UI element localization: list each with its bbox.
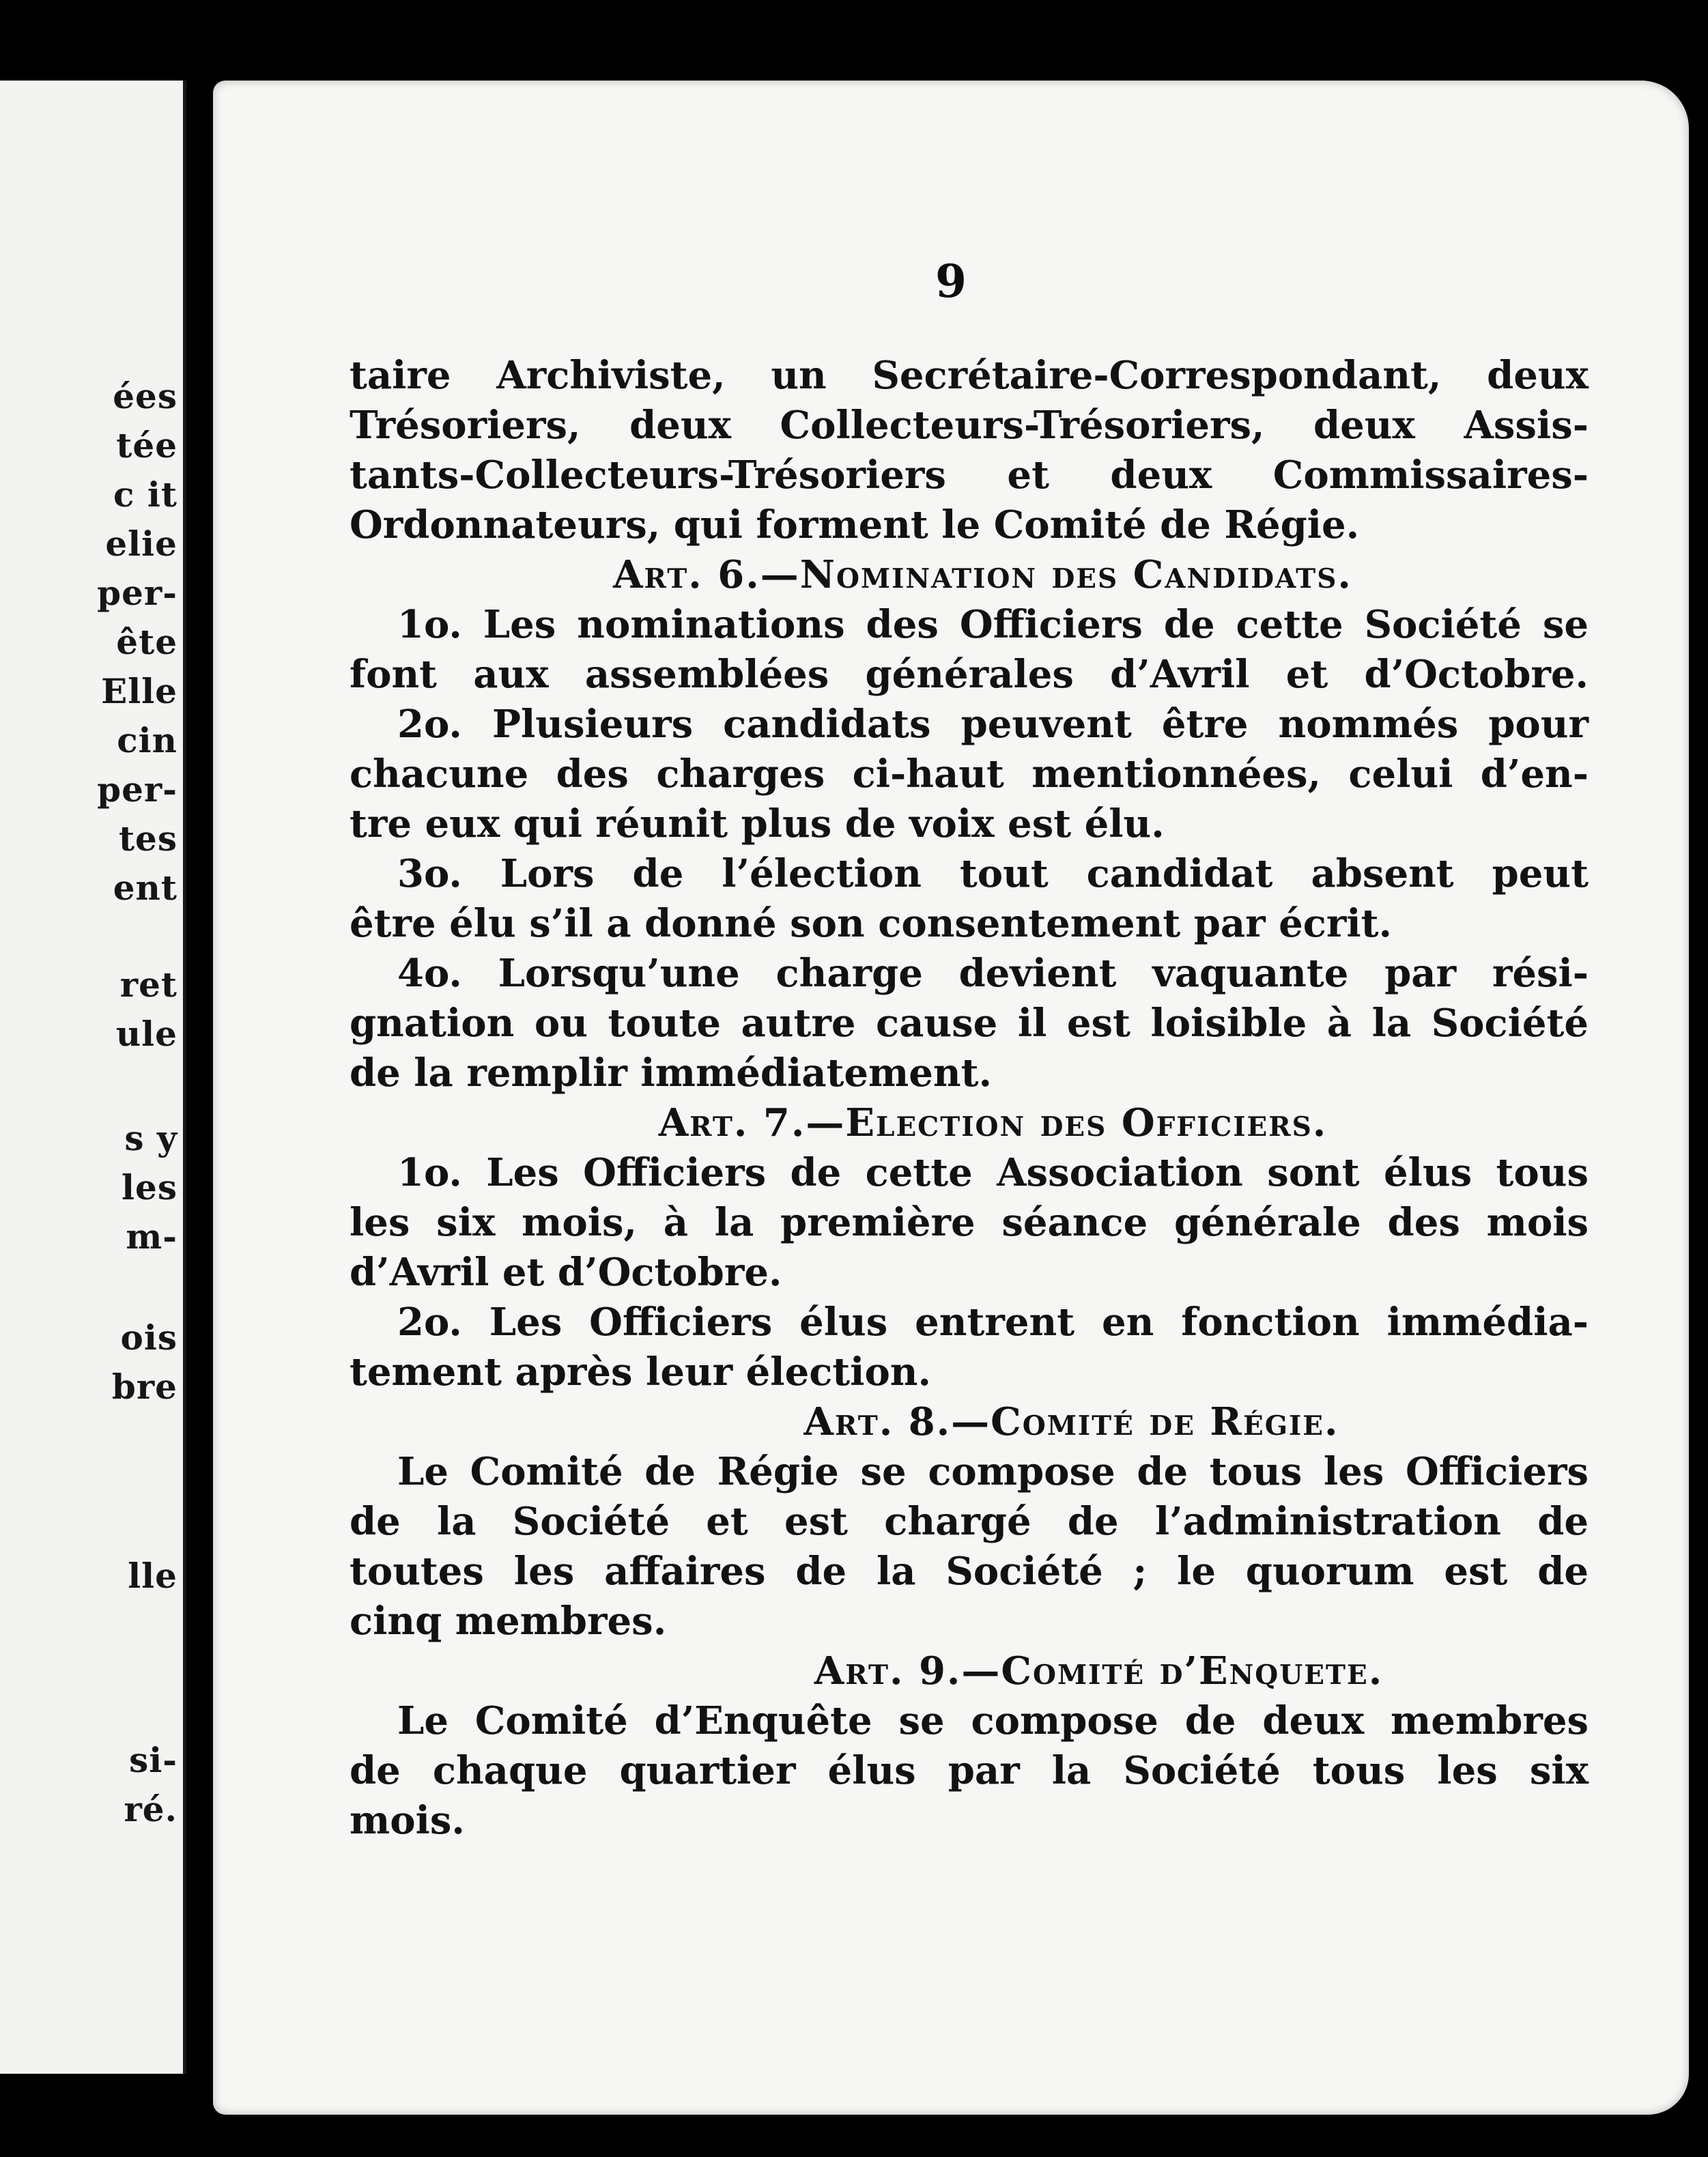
left-fragment: cin	[117, 720, 177, 760]
left-fragment: ête	[116, 622, 177, 662]
left-fragment: ret	[119, 965, 177, 1005]
left-fragment: ées	[113, 376, 177, 416]
body-line: font aux assemblées générales d’Avril et d’Octobre.	[350, 652, 1589, 697]
left-fragment: ule	[115, 1014, 177, 1054]
body-line: 3o. Lors de l’élection tout candidat absent peut	[397, 851, 1589, 896]
body-line: tants-Collecteurs-Trésoriers et deux Commissaires-	[350, 453, 1589, 498]
body-line: Le Comité d’Enquête se compose de deux membres	[397, 1698, 1589, 1743]
body-line: taire Archiviste, un Secrétaire-Correspondant, deux	[350, 353, 1589, 398]
left-fragment: per-	[97, 769, 177, 810]
body-line: mois.	[350, 1798, 465, 1843]
body-line: gnation ou toute autre cause il est loisible à la Société	[350, 1001, 1589, 1046]
body-line: les six mois, à la première séance générale des mois	[350, 1200, 1589, 1245]
body-line: 4o. Lorsqu’une charge devient vaquante par rési-	[397, 951, 1589, 996]
body-line: 1o. Les nominations des Officiers de cette Société se	[397, 602, 1589, 647]
left-fragment: m-	[126, 1216, 177, 1257]
body-line: toutes les affaires de la Société ; le quorum est de	[350, 1549, 1589, 1594]
article-heading: Art. 7.—Election des Officiers.	[658, 1100, 1328, 1145]
article-heading: Art. 9.—Comité d’Enquete.	[814, 1648, 1384, 1694]
body-line: tre eux qui réunit plus de voix est élu.	[350, 801, 1165, 846]
page-body	[350, 351, 1589, 1846]
left-fragment: Elle	[101, 671, 177, 711]
left-fragment: ent	[113, 868, 177, 908]
left-fragment: c it	[113, 474, 177, 515]
left-fragment: ré.	[124, 1789, 177, 1829]
left-fragment: bre	[111, 1367, 177, 1407]
left-page-fragment	[0, 81, 186, 2074]
left-fragment: les	[122, 1167, 177, 1208]
body-line: de la remplir immédiatement.	[350, 1051, 993, 1096]
body-line: cinq membres.	[350, 1599, 667, 1644]
body-line: de chaque quartier élus par la Société tous les six	[350, 1748, 1589, 1793]
body-line: d’Avril et d’Octobre.	[350, 1250, 782, 1295]
article-heading: Art. 8.—Comité de Régie.	[803, 1399, 1339, 1444]
left-fragment: ois	[120, 1317, 177, 1358]
book-page	[213, 81, 1689, 2115]
body-line: tement après leur élection.	[350, 1349, 932, 1395]
body-line: de la Société et est chargé de l’administration de	[350, 1499, 1589, 1544]
left-fragment: si-	[129, 1740, 177, 1780]
page-number: 9	[935, 255, 967, 308]
left-fragment: elie	[105, 524, 177, 564]
left-fragment: s y	[124, 1118, 177, 1158]
body-line: 2o. Les Officiers élus entrent en fonction immédia-	[397, 1300, 1589, 1345]
body-line: chacune des charges ci-haut mentionnées, celui d’en-	[350, 752, 1589, 797]
body-line: Trésoriers, deux Collecteurs-Trésoriers, deux Assis-	[350, 403, 1589, 448]
left-fragment: tes	[118, 818, 177, 859]
left-fragment: tée	[116, 425, 177, 466]
article-heading: Art. 6.—Nomination des Candidats.	[613, 552, 1352, 597]
body-line: 2o. Plusieurs candidats peuvent être nommés pour	[397, 702, 1589, 747]
body-line: Ordonnateurs, qui forment le Comité de Régie.	[350, 502, 1360, 547]
left-fragment: lle	[128, 1556, 177, 1596]
left-fragment: per-	[97, 573, 177, 613]
body-line: 1o. Les Officiers de cette Association sont élus tous	[397, 1150, 1589, 1195]
body-line: être élu s’il a donné son consentement par écrit.	[350, 901, 1393, 946]
body-line: Le Comité de Régie se compose de tous les Officiers	[397, 1449, 1589, 1494]
